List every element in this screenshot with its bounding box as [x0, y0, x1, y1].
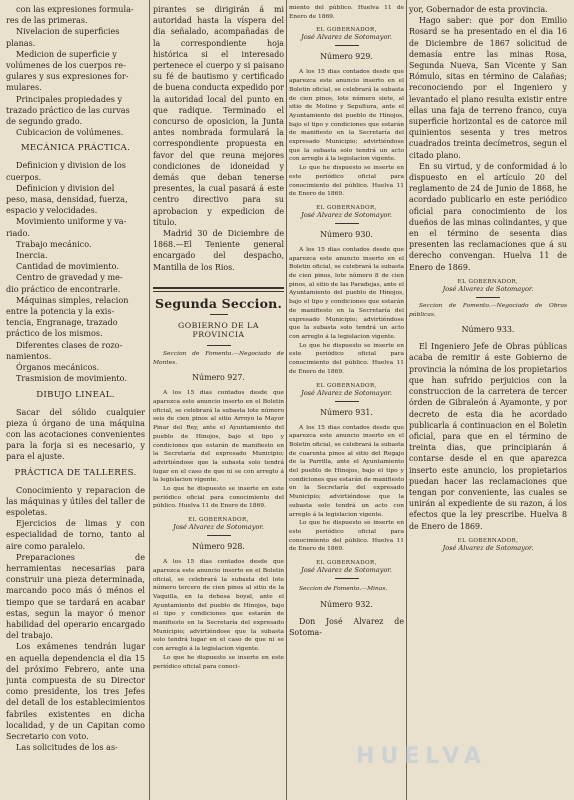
governor-label: EL GOBERNADOR, [457, 278, 519, 285]
notice-number: Número 931. [320, 407, 373, 417]
line: planas. [6, 37, 36, 48]
line: res de las primeras. [6, 15, 88, 26]
line: Medicion de superficie y [16, 48, 117, 59]
section-title: Segunda Seccion. [154, 295, 283, 311]
line: espacio y velocidades. [6, 205, 98, 216]
notice-number: Número 933. [461, 325, 515, 335]
separator [335, 401, 359, 402]
separator [335, 223, 359, 224]
paragraph: A los 15 dias contados desde que aparezca este anuncio inserto en el Boletin oficial, se celebrará la subasta de cuarenta pinos al sitio del Regajo de la Parrilla, ante el Ayuntamiento del pueblo de Hinojos, bajo el tipo y condiciones que estarán de manifiesto en la Secretaría del expresado Municipio; advirtiéndose que la subasta solo tendrá un acto con arreglo á la legislacion vigente. [289, 424, 404, 518]
governor-signature: José Alvarez de Sotomayor. [301, 566, 392, 575]
paragraph: A los 15 dias contados desde que aparezca este anuncio inserto en el Boletin oficial, se celebrará la subasta lote número seis de cien pinos al sitio Arroyo la Mayor Pinar del Rey, ante el Ayuntamiento del pueblo de Hinojos, bajo el tipo y condiciones que estarán de manifiesto en la Secretaría del expresado Municipio; advirtiéndose que la subasta solo tendrá lugar en el caso de que ni se con arreglo á la legislacion vigente. [153, 390, 284, 484]
separator [210, 314, 228, 315]
paragraph: En su virtud, y de conformidad á lo dispuesto en el artículo 20 del reglamento de 24 de Junio de 1868, he acordado publicarlo en este periódico oficial para conocimiento de los dueños de las minas colindantes, y que en el término de sesenta dias presenten las reclamaciones que á su derecho convengan. Huelva 11 de Enero de 1869. [409, 161, 567, 272]
line: riado. [6, 227, 30, 238]
line: Trabajo mecánico. [16, 238, 92, 249]
line: dio práctico de encontrarle. [6, 283, 121, 294]
paragraph: Sacar del sólido cualquier pieza ú órgano de una máquina con las acotaciones convenientes para la forja si es necesario, y para el ajuste. [6, 406, 145, 462]
section-heading: DIBUJO LINEAL. [36, 389, 115, 400]
paragraph: A los 15 dias contados desde que aparezca este anuncio inserto en el Boletin oficial, se celebrará la subasta del lote número tercero de cien pinos al sitio de la Vaquilla, en la dehesa boyal, ante el Ayuntamiento del pueblo de Hinojos, bajo el tipo y condiciones que estarán de manifiesto en la Secretaría del expresado Municipio; advirtiéndose que la subasta solo tendrá lugar en el caso de que ni se con arreglo á la legislacion vigente. [153, 559, 284, 653]
line: Diferentes clases de rozo- [16, 339, 123, 350]
paragraph: Los exámenes tendrán lugar en aquella dependencia el dia 15 del próximo Febrero, ante una junta compuesta de su Director como presidente, los tres Jefes del detall de los establecimientos fabriles existentes en dicha localidad, y de un Capitan como Secretario con voto. [6, 641, 145, 741]
line: Máquinas simples, relacion [16, 294, 129, 305]
governor-label: EL GOBERNADOR, [316, 27, 377, 34]
paragraph: Las solicitudes de los as- [16, 742, 118, 753]
line: peso, masa, densidad, fuerza, [6, 194, 128, 205]
line: con las expresiones formula- [16, 4, 134, 14]
paragraph: Hago saber: que por don Emilio Rosard se ha presentado en el dia 16 de Diciembre de 1867 solicitud de demasía entre las minas Rosa, Segunda Nueva, San Vicente y San Rómulo, sitas en término de Calañas; reconociendo por el Ingeniero y levantado el plano resulta existir entre ellas una faja de terreno franco, cuya superficie horizontal es de catorce mil quinientos sesenta y tres metros cuadrados treinta decímetros, segun el citado plano. [409, 16, 567, 160]
paragraph: A los 15 dias contados desde que aparezca este anuncio inserto en el Boletin oficial, se celebrará la subasta de cien pinos, lote número siete, al sitio de Molino y Sepultura, ante el Ayuntamiento del pueblo de Hinojos, bajo el tipo y condiciones que estarán de manifiesto en la Secretaría del expresado Municipio; advirtiéndose que la subasta solo tendrá un acto con arreglo á la legislacion vigente. [289, 69, 404, 163]
section-heading: MECÁNICA PRÁCTICA. [20, 143, 131, 154]
column-rule [149, 0, 150, 800]
line: tencia, Engranage, trazado [6, 317, 118, 328]
governor-label: EL GOBERNADOR, [316, 560, 377, 567]
double-rule [153, 287, 284, 292]
line: Movimiento uniforme y va- [16, 216, 127, 227]
library-stamp: HUELVA [356, 744, 487, 769]
governor-label: EL GOBERNADOR, [457, 537, 519, 544]
negociado: Seccion de Fomento.—Negociado de Obras públicas. [409, 302, 567, 318]
line: entre la potencia y la exis- [6, 306, 115, 317]
column-1 [6, 4, 145, 753]
line: cuerpos. [6, 171, 42, 182]
line: de segundo grado. [6, 116, 83, 127]
paragraph: pirantes se dirigirán á mi autoridad hasta la víspera del dia señalado, acompañadas de la correspondiente hoja histórica si el interesado pertenece el cuerpo y si paisano su fé de bautismo y certificado de buena conducta expedido por la autoridad local del punto en que radique. Terminado el concurso de oposicion, la Junta antes nombrada formulará la correspondiente propuesta en favor del que reuna mejores condiciones de idoneidad y demás que deban tenerse presentes, la cual pasará á este centro directivo para su aprobacion y expedicion de título. [153, 5, 284, 227]
paragraph: Preparaciones de herramientas necesarias para construir una pieza determinada, marcando poco más ó ménos el tiempo que se tardará en acabar estas, segun la mayor ó menor habilidad del operario encargado del trabajo. [6, 551, 145, 641]
notice-number: Número 927. [192, 373, 245, 383]
separator [207, 345, 231, 346]
governor-label: EL GOBERNADOR, [316, 382, 377, 389]
negociado: Seccion de Fomento.—Negociado de Montes. [153, 350, 284, 366]
governor-label: EL GOBERNADOR, [316, 204, 377, 211]
column-4 [409, 4, 567, 555]
column-2 [153, 4, 284, 671]
notice-number: Número 932. [320, 599, 373, 609]
section-heading: PRÁCTICA DE TALLERES. [14, 467, 137, 478]
governor-label: EL GOBERNADOR, [188, 517, 249, 524]
line: mulares. [6, 82, 42, 93]
line: Definicion y division del [16, 182, 115, 193]
governor-signature: José Alvarez de Sotomayor. [301, 388, 392, 397]
line: Inercia. [16, 250, 48, 261]
governor-signature: José Alvarez de Sotomayor. [301, 210, 392, 219]
separator [207, 535, 231, 536]
governor-signature: José Alvarez de Sotomayor. [173, 523, 264, 532]
separator [476, 297, 500, 298]
paragraph: Ejercicios de limas y con especialidad de torno, tanto al aire como paralelo. [6, 518, 145, 551]
paragraph: Lo que he dispuesto se inserte en este periódico oficial para conoci- [153, 654, 284, 670]
government-title: GOBIERNO DE LA PROVINCIA [178, 320, 259, 339]
line: Principales propiedades y [16, 93, 123, 104]
column-3 [289, 4, 404, 638]
line: gulares y sus expresiones for- [6, 71, 129, 82]
paragraph: Lo que he dispuesto se inserte en este periódico oficial para conocimiento del público. Huelva 11 de Enero de 1869. [289, 520, 404, 553]
paragraph: Conocimiento y reparacion de las máquinas y útiles del taller de espoletas. [6, 484, 145, 517]
governor-signature: José Alvarez de Sotomayor. [442, 284, 534, 293]
column-rule [286, 0, 287, 800]
dateline: Madrid 30 de Diciembre de 1868.—El Teniente general encargado del despacho, Mantilla de los Rios. [153, 229, 284, 272]
paragraph: Don José Alvarez de Sotoma- [289, 616, 404, 637]
line: Centro de gravedad y me- [16, 272, 123, 283]
governor-signature: José Alvarez de Sotomayor. [442, 543, 534, 552]
paragraph: Lo que he dispuesto se inserte en este periódico oficial para conocimiento del público. Huelva 11 de Enero de 1869. [153, 486, 284, 510]
notice-number: Número 928. [192, 542, 245, 552]
line: Nivelacion de superficies [16, 26, 120, 37]
paragraph: A los 15 dias contados desde que aparezca este anuncio inserto en el Boletin oficial, se celebrará la subasta de cien pinos, lote número 8 de cien pinos, al sitio de las Paradejas, ante el Ayuntamiento del pueblo de Hinojos, bajo el tipo y condiciones que estarán de manifiesto en la Secretaría del expresado Municipio; advirtiéndose que la subasta solo tendrá un acto con arreglo á la legislacion vigente. [289, 246, 404, 340]
line: práctico de los mismos. [6, 328, 103, 339]
line: Definicion y division de los [16, 160, 126, 171]
column-rule [406, 0, 407, 800]
line: Cubicacion de volúmenes. [16, 127, 124, 138]
line: Órganos mecánicos. [16, 362, 100, 373]
line: namientos. [6, 350, 52, 361]
paragraph: Lo que he dispuesto se inserte en este periódico oficial para conocimiento del público. Huelva 11 de Enero de 1869. [289, 342, 404, 375]
paragraph: yor, Gobernador de esta provincia. [409, 5, 548, 14]
notice-number: Número 930. [320, 229, 373, 239]
paragraph: El Ingeniero Jefe de Obras públicas acaba de remitir á este Gobierno de provincia la nómina de los propietarios que han sufrido perjuicios con la construccion de la carretera de tercer órden de Gibraleón á Ayamonte, y por decreto de esta dia he acordado publicarla á continuacion en el Boletin oficial, para que en el término de treinta dias, que principiarán á contarse desde el en que aparezca inserto este anuncio, los propietarios puedan hacer las reclamaciones que tengan por conveniente, las cuales se unirán al expediente de su razon, á los efectos que la ley prescribe. Huelva 8 de Enero de 1869. [409, 342, 567, 531]
separator [335, 45, 359, 46]
negociado: Seccion de Fomento.—Minas. [299, 586, 388, 593]
paragraph: miento del público. Huelva 11 de Enero de 1869. [289, 5, 404, 20]
line: volúmenes de los cuerpos re- [6, 60, 126, 71]
governor-signature: José Alvarez de Sotomayor. [301, 33, 392, 42]
line: trazado práctico de las curvas [6, 104, 130, 115]
separator [335, 578, 359, 579]
line: Trasmision de movimiento. [16, 373, 127, 384]
line: Cantidad de movimiento. [16, 261, 119, 272]
notice-number: Número 929. [320, 52, 373, 62]
paragraph: Lo que he dispuesto se inserte en este periódico oficial para conocimiento del público. Huelva 11 de Enero de 1869. [289, 165, 404, 198]
